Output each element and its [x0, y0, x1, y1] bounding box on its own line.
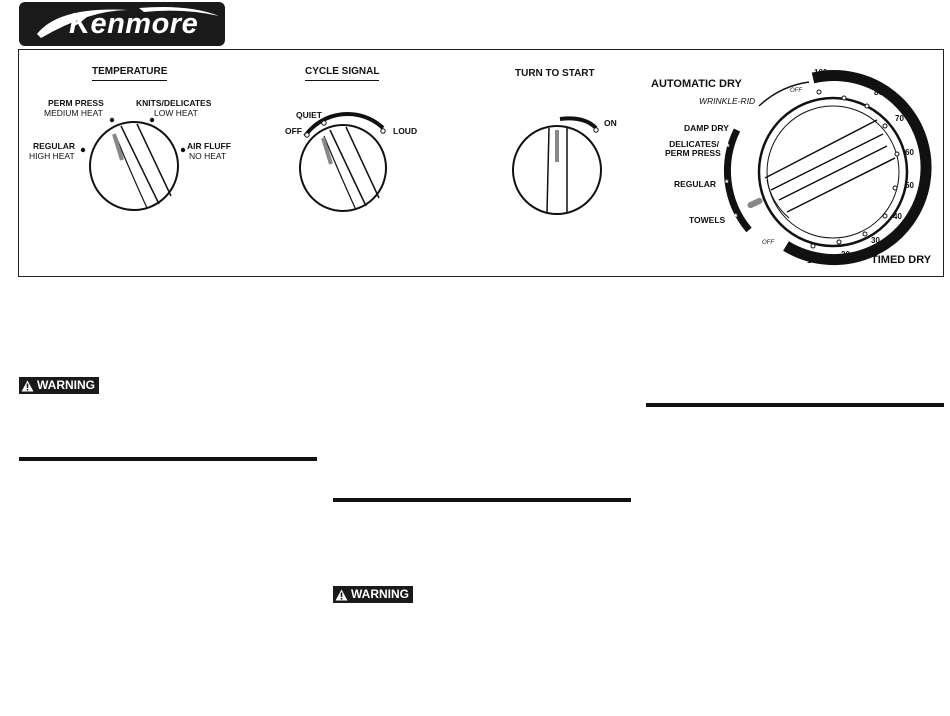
dry-regular-label: REGULAR	[674, 179, 717, 189]
minutes-30: 30	[871, 236, 880, 245]
loud-label: LOUD	[393, 126, 418, 136]
off-label: OFF	[285, 126, 302, 136]
knits-delicates-label: KNITS/DELICATES	[136, 98, 212, 108]
cycle-signal-title: CYCLE SIGNAL	[305, 66, 379, 81]
svg-text:*: *	[725, 178, 729, 188]
section-rule	[333, 498, 631, 502]
warning-triangle-icon	[21, 380, 34, 392]
automatic-dry-title: AUTOMATIC DRY	[651, 78, 742, 90]
warning-label: WARNING	[351, 587, 409, 601]
off-top-label: OFF	[790, 88, 802, 94]
section-rule	[19, 457, 317, 461]
perm-press-label: PERM PRESS	[48, 98, 104, 108]
medium-heat-label: MEDIUM HEAT	[44, 108, 103, 118]
dry-perm-press-label: PERM PRESS	[665, 148, 721, 158]
wrinkle-rid-label: WRINKLE-RID	[699, 96, 756, 106]
warning-badge	[333, 586, 413, 603]
svg-text:*: *	[734, 212, 738, 222]
warning-badge	[19, 377, 99, 394]
warning-label: WARNING	[37, 378, 95, 392]
high-heat-label: HIGH HEAT	[29, 151, 75, 161]
no-heat-label: NO HEAT	[189, 151, 227, 161]
start-knob	[513, 118, 601, 214]
regular-label: REGULAR	[33, 141, 76, 151]
minutes-20: 20	[841, 250, 850, 259]
damp-dry-label: DAMP DRY	[684, 123, 729, 133]
on-label: ON	[604, 118, 617, 128]
minutes-100: 100	[814, 68, 828, 77]
logo-text: Kenmore	[69, 8, 199, 40]
warning-triangle-icon	[335, 589, 348, 601]
temperature-knob	[81, 118, 185, 210]
air-fluff-label: AIR FLUFF	[187, 141, 231, 151]
svg-text:*: *	[731, 122, 735, 132]
section-rule	[646, 403, 944, 407]
quiet-label: QUIET	[296, 110, 322, 120]
turn-to-start-title: TURN TO START	[515, 68, 595, 79]
low-heat-label: LOW HEAT	[154, 108, 198, 118]
minutes-70: 70	[895, 114, 904, 123]
control-panel-diagram	[18, 49, 944, 277]
temperature-title: TEMPERATURE	[92, 66, 167, 81]
kenmore-logo	[19, 2, 225, 46]
minutes-80: 80	[874, 88, 883, 97]
cycle-signal-knob	[300, 114, 386, 211]
towels-label: TOWELS	[689, 215, 726, 225]
off-bottom-label: OFF	[762, 240, 774, 246]
minutes-60: 60	[905, 148, 914, 157]
minutes-10: 10	[807, 256, 816, 265]
minutes-90: 90	[849, 73, 858, 82]
delicates-label: DELICATES/	[669, 139, 719, 149]
control-knobs-drawing	[19, 50, 945, 278]
svg-text:*: *	[726, 142, 730, 152]
minutes-50: 50	[905, 181, 914, 190]
timed-dry-title: TIMED DRY	[871, 254, 932, 266]
minutes-40: 40	[893, 212, 902, 221]
